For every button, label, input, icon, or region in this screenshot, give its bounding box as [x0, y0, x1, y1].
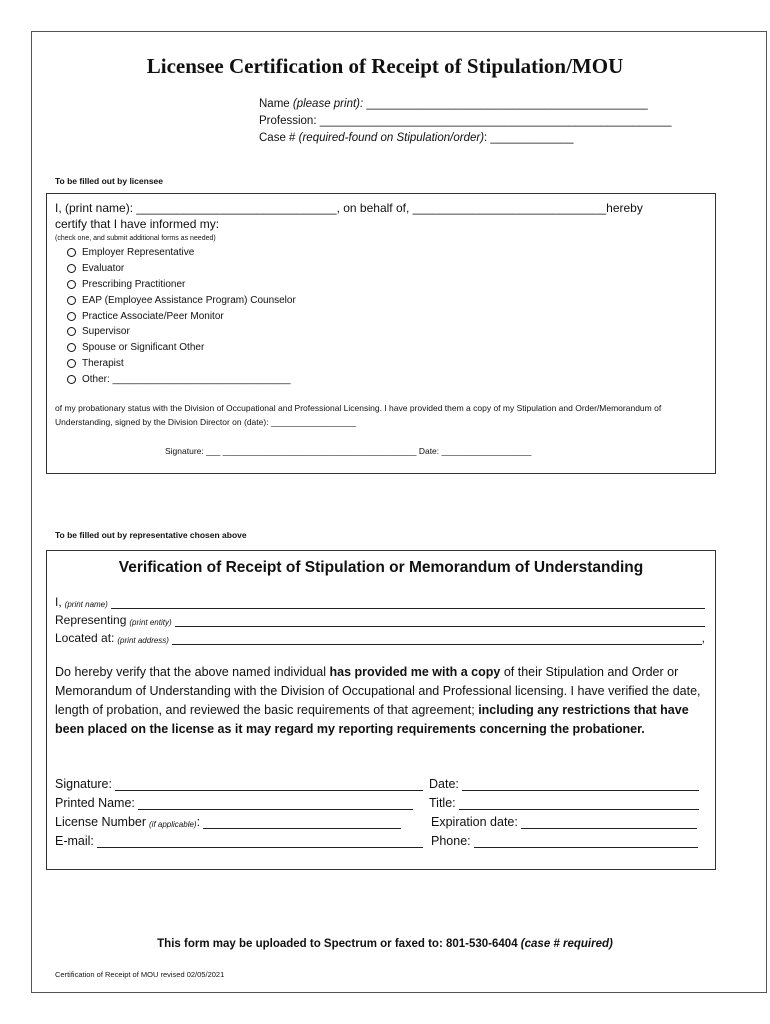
option-spouse[interactable]: Spouse or Significant Other — [67, 342, 204, 353]
option-supervisor[interactable]: Supervisor — [67, 326, 130, 337]
revision-note: Certification of Receipt of MOU revised 02/05/2021 — [55, 970, 225, 979]
rep-name-field[interactable]: I, (print name) — [55, 595, 705, 609]
section1-label: To be filled out by licensee — [55, 176, 164, 186]
option-prescribing[interactable]: Prescribing Practitioner — [67, 279, 185, 290]
radio-icon[interactable] — [67, 359, 76, 368]
printed-name-field[interactable]: Printed Name: — [55, 796, 413, 810]
radio-icon[interactable] — [67, 280, 76, 289]
radio-icon[interactable] — [67, 248, 76, 257]
page-title: Licensee Certification of Receipt of Stipulation/MOU — [146, 54, 624, 78]
rep-date-field[interactable]: Date: — [429, 777, 699, 791]
phone-field[interactable]: Phone: — [431, 834, 698, 848]
license-number-field[interactable]: License Number (if applicable) : — [55, 815, 401, 829]
print-name-line: I, (print name): ______________________________, on behalf of, _____________________________hereby — [55, 201, 643, 215]
title-field[interactable]: Title: — [429, 796, 699, 810]
licensee-signature-line: Signature: ___ _________________________________________ Date: ___________________ — [165, 446, 532, 456]
rep-signature-field[interactable]: Signature: — [55, 777, 423, 791]
verification-paragraph: Do hereby verify that the above named individual has provided me with a copy of their Stipulation and Order or Memorandum of Understanding with the Division of Occupational and Professional licensing. I have verified the date, length of probation, and reviewed the basic requirements of that agreement; including any restrictions that have been placed on the license as it may regard my reporting requirements concerning the probationer. — [55, 665, 701, 736]
rep-entity-field[interactable]: Representing (print entity) — [55, 613, 705, 627]
radio-icon[interactable] — [67, 296, 76, 305]
radio-icon[interactable] — [67, 264, 76, 273]
licensee-section — [46, 193, 716, 474]
profession-line: Profession: _______________________________________________________ — [259, 115, 672, 127]
probation-paragraph: of my probationary status with the Division of Occupational and Professional Licensing. I have provided them a copy of my Stipulation and Order/Memorandum of Understanding, signed by the Division Director on (date): __________________ — [55, 403, 662, 427]
radio-icon[interactable] — [67, 343, 76, 352]
case-line: Case # (required-found on Stipulation/order): _____________ — [259, 132, 574, 144]
option-employer[interactable]: Employer Representative — [67, 247, 194, 258]
radio-icon[interactable] — [67, 312, 76, 321]
verification-title: Verification of Receipt of Stipulation or Memorandum of Understanding — [118, 559, 644, 576]
option-peer-monitor[interactable]: Practice Associate/Peer Monitor — [67, 311, 224, 322]
option-evaluator[interactable]: Evaluator — [67, 263, 124, 274]
option-other[interactable]: Other: ________________________________ — [67, 374, 291, 385]
verification-section — [46, 550, 716, 870]
check-note: (check one, and submit additional forms as needed) — [55, 235, 216, 242]
name-line: Name (please print): ____________________________________________ — [259, 98, 648, 110]
email-field[interactable]: E-mail: — [55, 834, 423, 848]
certify-line: certify that I have informed my: — [55, 217, 220, 231]
rep-address-field[interactable]: Located at: (print address) , — [55, 631, 705, 645]
section2-label: To be filled out by representative chosen above — [55, 530, 247, 540]
upload-instructions: This form may be uploaded to Spectrum or faxed to: 801-530-6404 (case # required) — [157, 938, 613, 950]
radio-icon[interactable] — [67, 375, 76, 384]
expiration-date-field[interactable]: Expiration date: — [431, 815, 697, 829]
option-eap[interactable]: EAP (Employee Assistance Program) Counselor — [67, 295, 296, 306]
option-therapist[interactable]: Therapist — [67, 358, 124, 369]
radio-icon[interactable] — [67, 327, 76, 336]
